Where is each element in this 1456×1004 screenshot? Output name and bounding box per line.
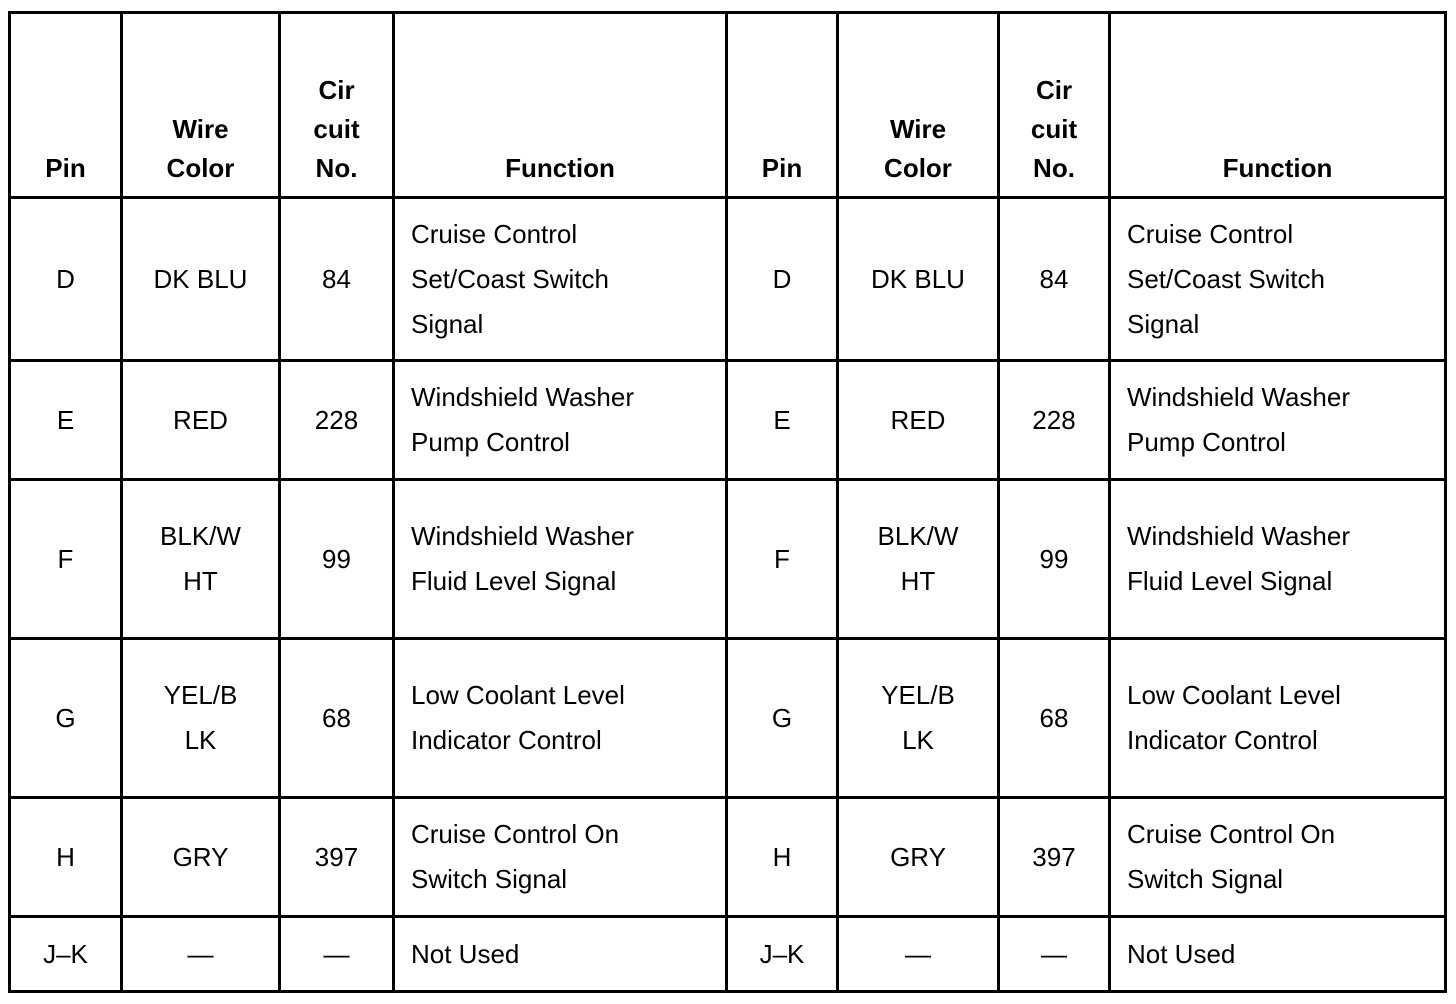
circuit-cell: — — [999, 917, 1110, 992]
circuit-cell: 228 — [280, 361, 394, 480]
table-row — [10, 917, 1446, 992]
header-function-right: Function — [1110, 13, 1446, 198]
wire-color-cell: RED — [838, 361, 999, 480]
pin-cell: E — [727, 361, 838, 480]
header-pin-right: Pin — [727, 13, 838, 198]
circuit-cell: 397 — [280, 798, 394, 917]
function-cell: Windshield Washer Pump Control — [394, 361, 727, 480]
table-row — [10, 361, 1446, 480]
circuit-cell: 68 — [280, 639, 394, 798]
wire-color-cell: BLK/W HT — [838, 480, 999, 639]
wire-color-cell: YEL/B LK — [838, 639, 999, 798]
table-row — [10, 480, 1446, 639]
pin-cell: D — [727, 198, 838, 361]
pin-cell: F — [10, 480, 122, 639]
function-cell: Windshield Washer Pump Control — [1110, 361, 1446, 480]
pin-cell: J–K — [727, 917, 838, 992]
circuit-cell: 99 — [280, 480, 394, 639]
pin-cell: G — [727, 639, 838, 798]
circuit-cell: 397 — [999, 798, 1110, 917]
table-row — [10, 798, 1446, 917]
wire-color-cell: GRY — [122, 798, 280, 917]
pin-cell: G — [10, 639, 122, 798]
circuit-cell: 84 — [280, 198, 394, 361]
wire-color-cell: BLK/W HT — [122, 480, 280, 639]
function-cell: Low Coolant Level Indicator Control — [1110, 639, 1446, 798]
header-pin-left: Pin — [10, 13, 122, 198]
pin-cell: H — [10, 798, 122, 917]
header-row — [10, 13, 1446, 198]
header-circuit-no-right: Cir cuit No. — [999, 13, 1110, 198]
pinout-table — [8, 11, 1447, 993]
function-cell: Not Used — [1110, 917, 1446, 992]
wire-color-cell: — — [122, 917, 280, 992]
header-wire-color-right: Wire Color — [838, 13, 999, 198]
pin-cell: F — [727, 480, 838, 639]
pin-cell: E — [10, 361, 122, 480]
pin-cell: H — [727, 798, 838, 917]
wire-color-cell: RED — [122, 361, 280, 480]
wire-color-cell: DK BLU — [122, 198, 280, 361]
header-circuit-no-left: Cir cuit No. — [280, 13, 394, 198]
pin-cell: J–K — [10, 917, 122, 992]
table-row — [10, 639, 1446, 798]
function-cell: Cruise Control On Switch Signal — [394, 798, 727, 917]
wire-color-cell: YEL/B LK — [122, 639, 280, 798]
function-cell: Windshield Washer Fluid Level Signal — [1110, 480, 1446, 639]
function-cell: Cruise Control On Switch Signal — [1110, 798, 1446, 917]
circuit-cell: 99 — [999, 480, 1110, 639]
circuit-cell: — — [280, 917, 394, 992]
circuit-cell: 68 — [999, 639, 1110, 798]
wire-color-cell: DK BLU — [838, 198, 999, 361]
table-row — [10, 198, 1446, 361]
circuit-cell: 228 — [999, 361, 1110, 480]
function-cell: Not Used — [394, 917, 727, 992]
pin-cell: D — [10, 198, 122, 361]
function-cell: Windshield Washer Fluid Level Signal — [394, 480, 727, 639]
circuit-cell: 84 — [999, 198, 1110, 361]
header-wire-color-left: Wire Color — [122, 13, 280, 198]
function-cell: Low Coolant Level Indicator Control — [394, 639, 727, 798]
function-cell: Cruise Control Set/Coast Switch Signal — [1110, 198, 1446, 361]
header-function-left: Function — [394, 13, 727, 198]
function-cell: Cruise Control Set/Coast Switch Signal — [394, 198, 727, 361]
wire-color-cell: — — [838, 917, 999, 992]
wire-color-cell: GRY — [838, 798, 999, 917]
